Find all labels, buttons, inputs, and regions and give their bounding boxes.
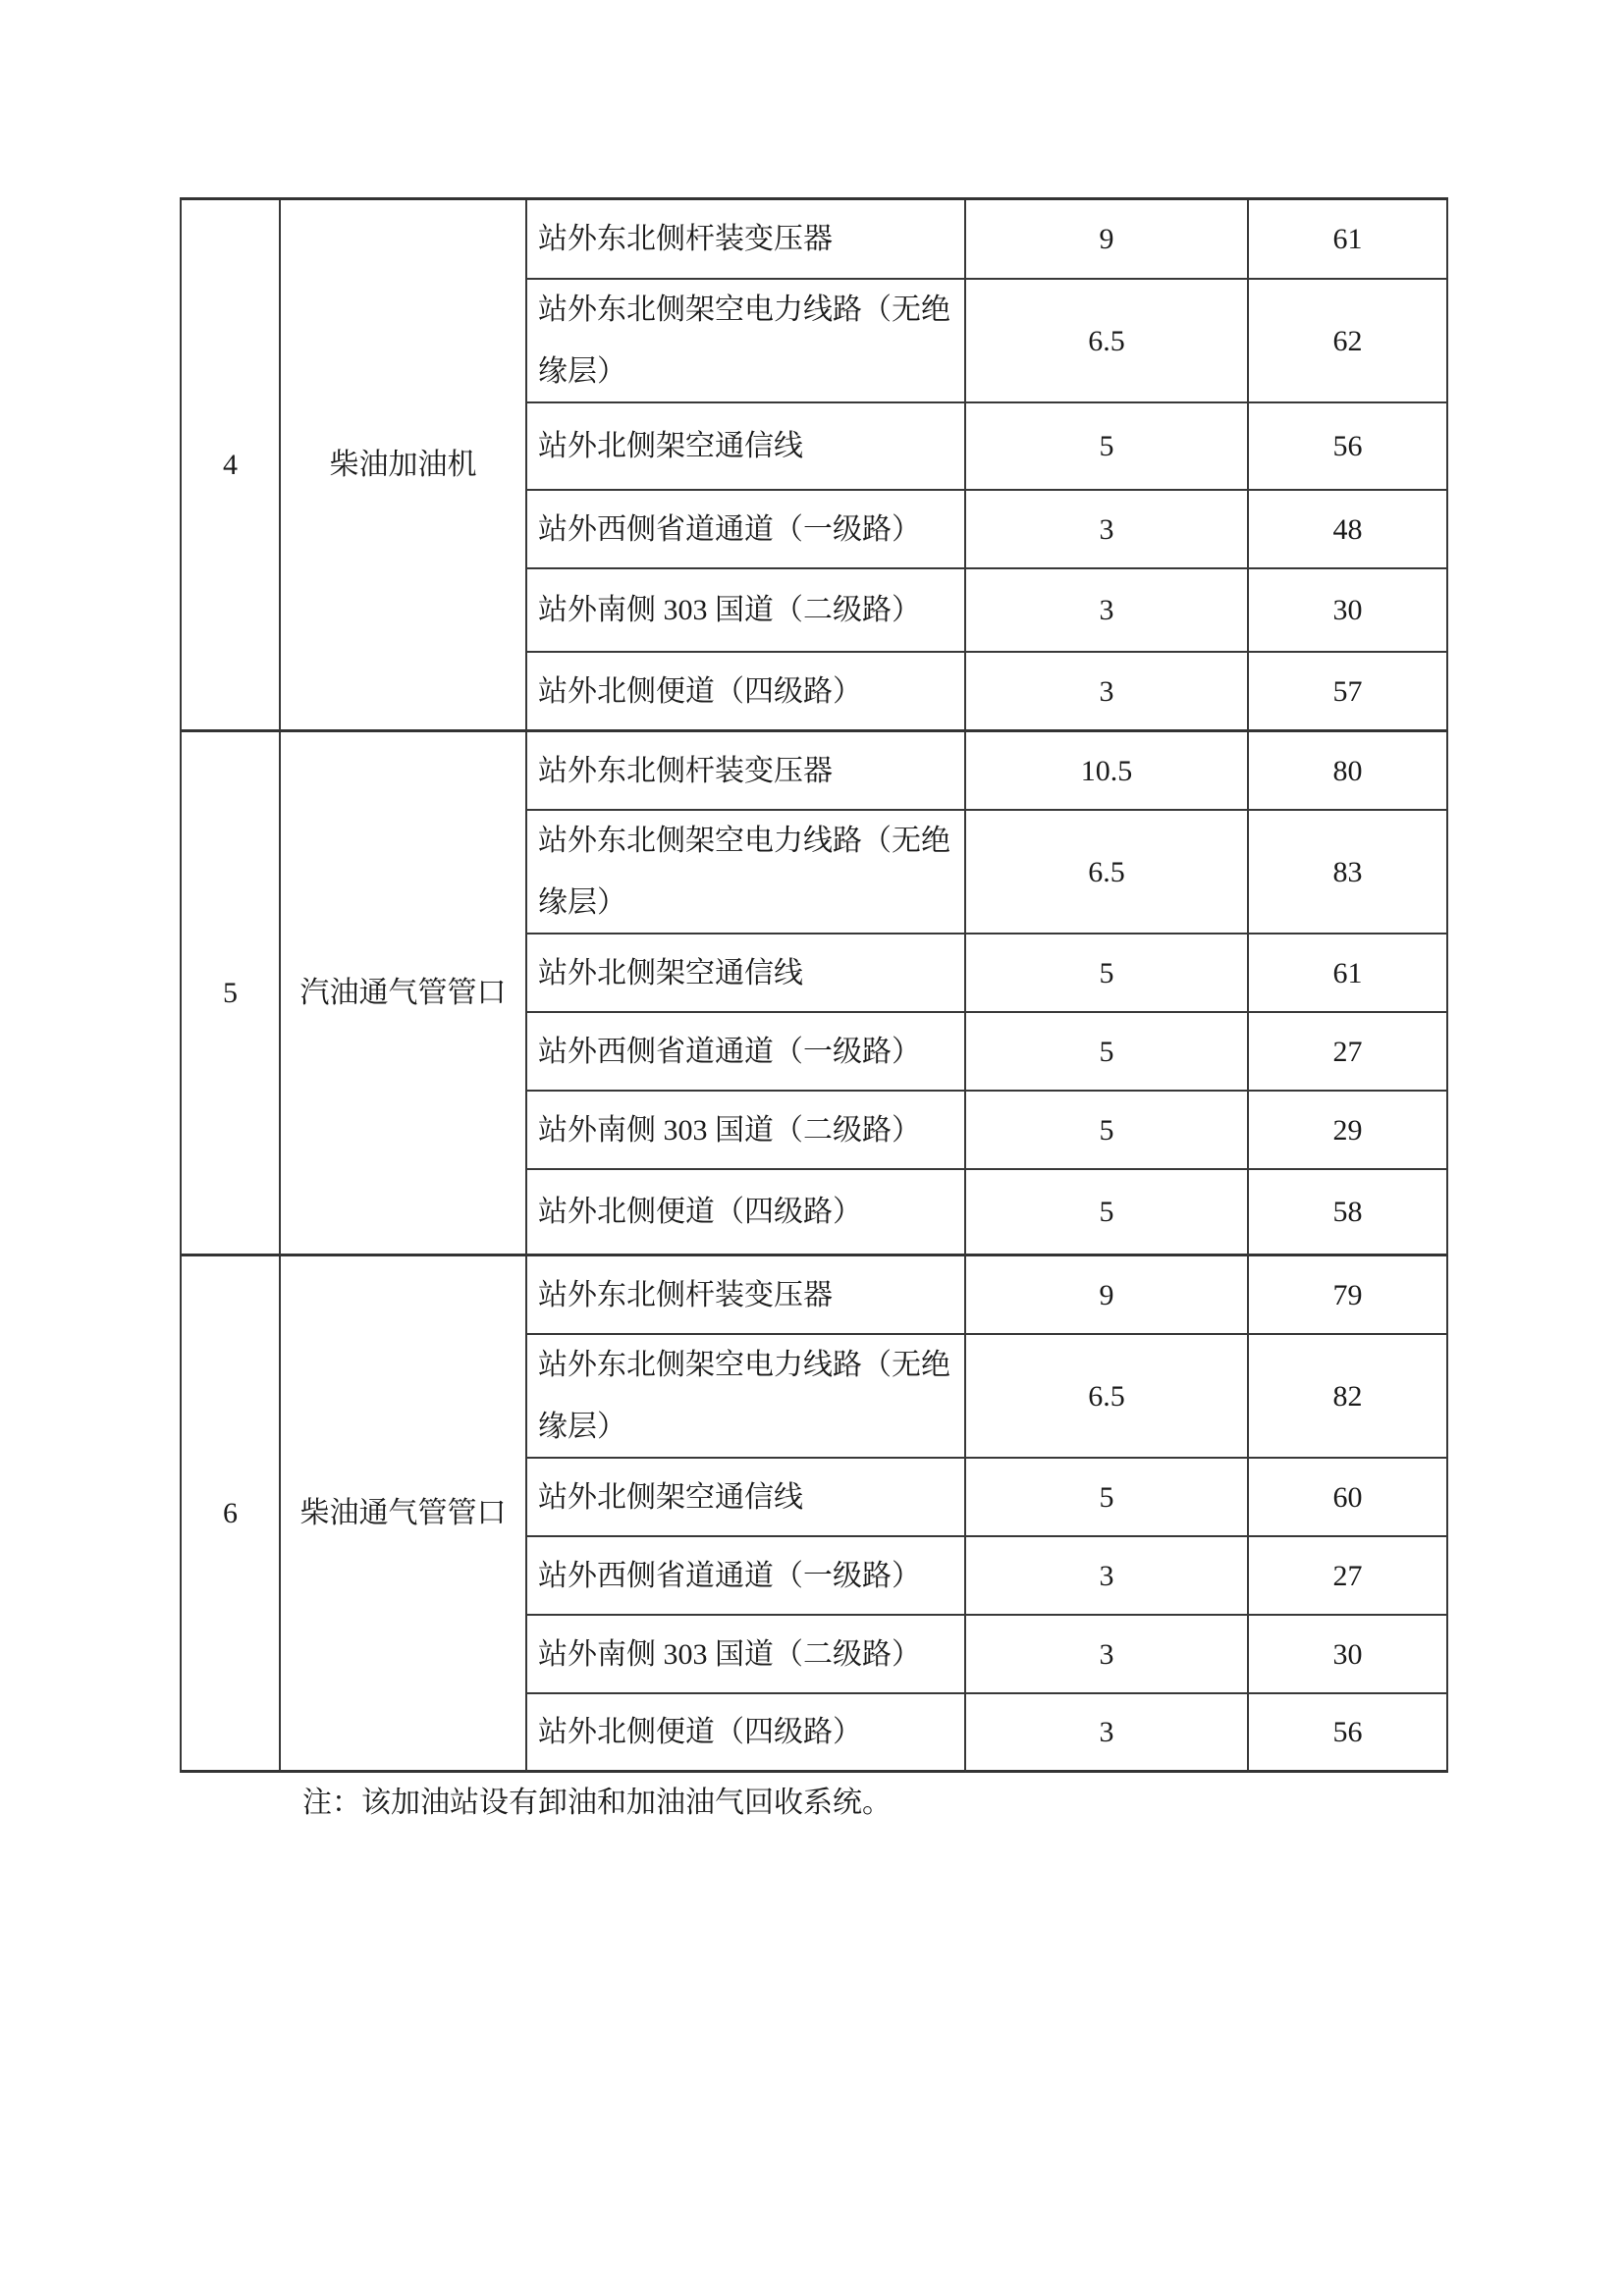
value2-cell: 61 (1249, 934, 1448, 1013)
value2-cell: 57 (1249, 653, 1448, 732)
value1-cell: 5 (966, 1013, 1249, 1092)
value1-cell: 5 (966, 1459, 1249, 1537)
target-cell: 站外南侧 303 国道（二级路） (527, 1092, 966, 1170)
target-cell: 站外南侧 303 国道（二级路） (527, 569, 966, 653)
value2-cell: 27 (1249, 1537, 1448, 1616)
value2-cell: 56 (1249, 403, 1448, 491)
value1-cell: 5 (966, 1092, 1249, 1170)
value1-cell: 6.5 (966, 1335, 1249, 1459)
target-cell: 站外西侧省道通道（一级路） (527, 491, 966, 569)
target-cell: 站外北侧便道（四级路） (527, 1170, 966, 1256)
target-cell: 站外北侧架空通信线 (527, 1459, 966, 1537)
value2-cell: 82 (1249, 1335, 1448, 1459)
value2-cell: 62 (1249, 280, 1448, 403)
value2-cell: 30 (1249, 569, 1448, 653)
target-cell: 站外东北侧杆装变压器 (527, 732, 966, 811)
target-cell: 站外北侧架空通信线 (527, 403, 966, 491)
value1-cell: 3 (966, 1694, 1249, 1773)
target-cell: 站外东北侧杆装变压器 (527, 200, 966, 280)
value1-cell: 3 (966, 569, 1249, 653)
target-cell: 站外东北侧架空电力线路（无绝缘层） (527, 280, 966, 403)
table-note: 注：该加油站设有卸油和加油油气回收系统。 (302, 1787, 892, 1819)
value1-cell: 9 (966, 1256, 1249, 1335)
value2-cell: 56 (1249, 1694, 1448, 1773)
value2-cell: 58 (1249, 1170, 1448, 1256)
value1-cell: 5 (966, 1170, 1249, 1256)
target-cell: 站外南侧 303 国道（二级路） (527, 1616, 966, 1694)
value2-cell: 83 (1249, 811, 1448, 934)
value2-cell: 30 (1249, 1616, 1448, 1694)
value1-cell: 3 (966, 1616, 1249, 1694)
value2-cell: 61 (1249, 200, 1448, 280)
value2-cell: 80 (1249, 732, 1448, 811)
value1-cell: 10.5 (966, 732, 1249, 811)
row-group-index: 6 (182, 1256, 281, 1773)
value2-cell: 60 (1249, 1459, 1448, 1537)
target-cell: 站外北侧便道（四级路） (527, 653, 966, 732)
target-cell: 站外北侧便道（四级路） (527, 1694, 966, 1773)
data-table (180, 197, 1448, 1773)
noise-source-cell: 柴油加油机 (281, 200, 527, 732)
row-group-index: 5 (182, 732, 281, 1256)
value2-cell: 27 (1249, 1013, 1448, 1092)
value1-cell: 5 (966, 403, 1249, 491)
target-cell: 站外东北侧架空电力线路（无绝缘层） (527, 811, 966, 934)
value1-cell: 9 (966, 200, 1249, 280)
target-cell: 站外西侧省道通道（一级路） (527, 1537, 966, 1616)
value1-cell: 3 (966, 491, 1249, 569)
target-cell: 站外东北侧架空电力线路（无绝缘层） (527, 1335, 966, 1459)
value1-cell: 3 (966, 653, 1249, 732)
value2-cell: 29 (1249, 1092, 1448, 1170)
value2-cell: 79 (1249, 1256, 1448, 1335)
value1-cell: 6.5 (966, 811, 1249, 934)
value1-cell: 3 (966, 1537, 1249, 1616)
target-cell: 站外北侧架空通信线 (527, 934, 966, 1013)
target-cell: 站外东北侧杆装变压器 (527, 1256, 966, 1335)
value1-cell: 5 (966, 934, 1249, 1013)
row-group-index: 4 (182, 200, 281, 732)
noise-source-cell: 柴油通气管管口 (281, 1256, 527, 1773)
target-cell: 站外西侧省道通道（一级路） (527, 1013, 966, 1092)
value2-cell: 48 (1249, 491, 1448, 569)
value1-cell: 6.5 (966, 280, 1249, 403)
noise-source-cell: 汽油通气管管口 (281, 732, 527, 1256)
